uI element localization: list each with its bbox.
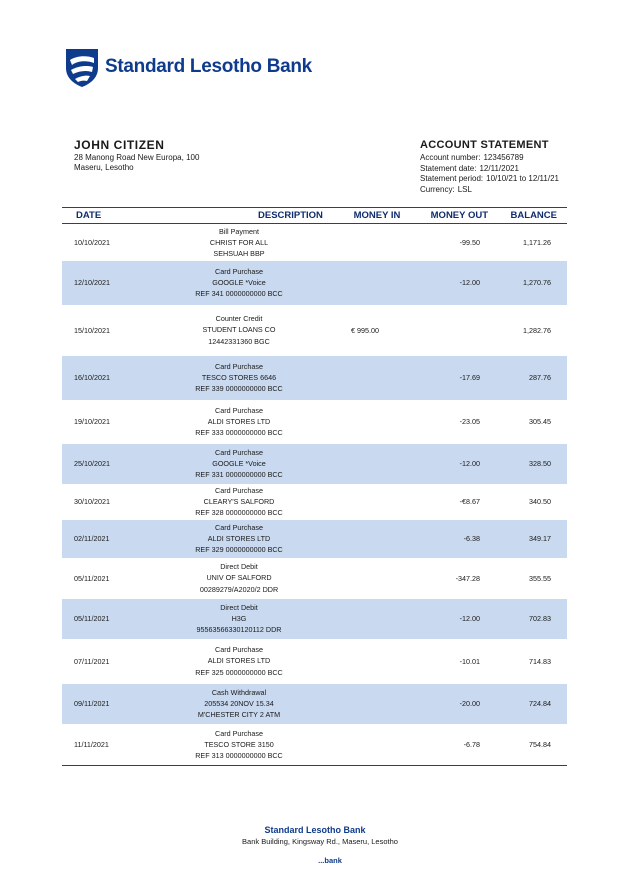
cell-balance: 349.17 (503, 520, 567, 558)
cell-money-in (349, 639, 405, 684)
cell-money-in (349, 520, 405, 558)
table-header-row (62, 208, 567, 224)
cell-balance: 287.76 (503, 356, 567, 400)
statement-date-label: Statement date: (420, 163, 477, 173)
header-date: DATE (62, 208, 129, 224)
table-row (62, 224, 567, 261)
header-money-out: MONEY OUT (405, 208, 503, 224)
desc-type: Counter Credit (215, 314, 263, 324)
header-money-in: MONEY IN (349, 208, 405, 224)
footer (0, 825, 630, 865)
cell-balance: 1,270.76 (503, 261, 567, 305)
cell-date: 16/10/2021 (62, 356, 129, 400)
table-row (62, 639, 567, 684)
desc-type: Card Purchase (215, 485, 263, 495)
desc-type: Card Purchase (215, 645, 263, 655)
account-block (420, 138, 559, 195)
cell-money-out: -6.78 (405, 724, 503, 766)
desc-payee: GOOGLE *Voice (212, 458, 266, 468)
cell-money-out: -23.05 (459, 417, 480, 426)
cell-money-out: -12.00 (405, 261, 503, 305)
cell-money-out: -6.38 (405, 520, 503, 558)
desc-type: Direct Debit (220, 562, 258, 572)
table-row (62, 261, 567, 305)
cell-money-out: -20.00 (405, 684, 503, 724)
cell-money-out: -12.00 (405, 444, 503, 484)
table-row (62, 444, 567, 484)
desc-reference: 12442331360 BGC (208, 336, 270, 346)
table-row (62, 684, 567, 724)
cell-description (129, 558, 349, 599)
footer-address: Bank Building, Kingsway Rd., Maseru, Lesotho (242, 837, 398, 846)
bank-shield-icon (64, 46, 100, 88)
cell-money-in (349, 484, 405, 520)
cell-date: 30/10/2021 (74, 497, 110, 506)
cell-date: 25/10/2021 (62, 444, 129, 484)
statement-title: ACCOUNT STATEMENT (420, 139, 549, 151)
cell-date: 10/10/2021 (74, 237, 110, 247)
header-balance: BALANCE (503, 208, 567, 224)
desc-type: Direct Debit (220, 602, 258, 612)
cell-description (129, 261, 349, 305)
cell-balance: 305.45 (529, 417, 551, 426)
cell-description (129, 484, 349, 520)
customer-address-line1: 28 Manong Road New Europa, 100 (74, 153, 200, 162)
table-row (62, 484, 567, 520)
table-row (62, 305, 567, 356)
desc-type: Card Purchase (215, 522, 263, 532)
statement-period-value: 10/10/21 to 12/11/21 (486, 174, 559, 183)
footer-bank-name: Standard Lesotho Bank (264, 825, 366, 835)
cell-description (129, 684, 349, 724)
statement-period-label: Statement period: (420, 174, 484, 183)
desc-reference: REF 333 0000000000 BCC (195, 428, 283, 438)
cell-balance: 724.84 (503, 684, 567, 724)
cell-balance: 328.50 (503, 444, 567, 484)
cell-date: 11/11/2021 (62, 724, 129, 766)
cell-balance: 340.50 (529, 497, 551, 506)
desc-payee: ALDI STORES LTD (207, 656, 271, 666)
account-number-label: Account number: (420, 153, 481, 162)
desc-reference: REF 325 0000000000 BCC (195, 667, 283, 677)
header-description: DESCRIPTION (129, 208, 349, 224)
cell-money-in (349, 224, 405, 261)
cell-date: 15/10/2021 (74, 325, 110, 335)
cell-money-in: € 995.00 (351, 325, 379, 335)
desc-type: Card Purchase (215, 266, 263, 276)
cell-money-in (349, 356, 405, 400)
cell-balance: 702.83 (503, 599, 567, 639)
cell-description (129, 520, 349, 558)
desc-type: Card Purchase (215, 728, 263, 738)
desc-reference: REF 341 0000000000 BCC (195, 289, 283, 299)
cell-balance: 355.55 (529, 573, 551, 583)
table-row (62, 558, 567, 599)
cell-description (129, 639, 349, 684)
desc-type: Card Purchase (215, 361, 263, 371)
cell-date: 07/11/2021 (74, 656, 110, 666)
desc-payee: TESCO STORES 6646 (201, 372, 277, 382)
desc-payee: 205534 20NOV 15.34 (204, 698, 274, 708)
cell-money-in (349, 684, 405, 724)
desc-payee: ALDI STORES LTD (207, 416, 271, 426)
cell-date: 05/11/2021 (62, 599, 129, 639)
statement-date-value: 12/11/2021 (479, 163, 519, 173)
customer-block (74, 138, 199, 173)
cell-description (129, 724, 349, 766)
cell-money-in (349, 724, 405, 766)
desc-payee: TESCO STORE 3150 (204, 739, 274, 749)
desc-type: Bill Payment (219, 226, 259, 236)
cell-money-out: -€8.67 (459, 497, 480, 506)
footer-line3: ...bank (318, 856, 342, 865)
cell-money-out (405, 305, 503, 356)
cell-description (129, 224, 349, 261)
table-row (62, 400, 567, 444)
cell-balance: 1,171.26 (523, 237, 551, 247)
desc-payee: GOOGLE *Voice (212, 277, 266, 287)
cell-money-in (349, 444, 405, 484)
desc-type: Cash Withdrawal (211, 687, 267, 697)
desc-reference: REF 313 0000000000 BCC (195, 750, 283, 760)
cell-description (129, 305, 349, 356)
cell-description (129, 400, 349, 444)
table-row (62, 356, 567, 400)
currency-label: Currency: (420, 184, 455, 194)
cell-date: 05/11/2021 (74, 573, 110, 583)
cell-description (129, 444, 349, 484)
desc-payee: UNIV OF SALFORD (206, 573, 272, 583)
desc-reference: SEHSUAH BBP (213, 248, 265, 258)
cell-money-in (349, 261, 405, 305)
desc-reference: REF 339 0000000000 BCC (195, 384, 283, 394)
desc-payee: H3G (231, 613, 247, 623)
customer-name: JOHN CITIZEN (74, 138, 165, 152)
bank-name: Standard Lesotho Bank (105, 56, 312, 77)
bank-logo (64, 46, 312, 88)
cell-money-in (349, 558, 405, 599)
cell-money-in (349, 599, 405, 639)
cell-money-out: -17.69 (405, 356, 503, 400)
desc-reference: REF 328 0000000000 BCC (195, 508, 283, 518)
cell-date: 02/11/2021 (62, 520, 129, 558)
cell-balance: 1,282.76 (523, 325, 551, 335)
currency-value: LSL (457, 184, 472, 194)
table-row (62, 724, 567, 766)
cell-description (129, 599, 349, 639)
desc-reference: REF 329 0000000000 BCC (195, 545, 283, 555)
cell-balance: 714.83 (529, 656, 551, 666)
cell-balance: 754.84 (503, 724, 567, 766)
desc-reference: REF 331 0000000000 BCC (195, 470, 283, 480)
cell-money-out: -99.50 (459, 237, 480, 247)
desc-payee: CHRIST FOR ALL (209, 237, 269, 247)
account-number-value: 123456789 (483, 153, 524, 162)
cell-date: 09/11/2021 (62, 684, 129, 724)
cell-money-out: -12.00 (405, 599, 503, 639)
desc-reference: M'CHESTER CITY 2 ATM (197, 710, 281, 720)
table-row (62, 520, 567, 558)
desc-payee: STUDENT LOANS CO (202, 325, 276, 335)
table-row (62, 599, 567, 639)
desc-type: Card Purchase (215, 447, 263, 457)
cell-money-out: -10.01 (459, 656, 480, 666)
desc-payee: ALDI STORES LTD (207, 533, 271, 543)
customer-address-line2: Maseru, Lesotho (74, 163, 134, 172)
cell-description (129, 356, 349, 400)
desc-type: Card Purchase (215, 405, 263, 415)
desc-reference: 00289279/A2020/2 DDR (199, 584, 279, 594)
transactions-table (62, 207, 567, 766)
desc-reference: 95563566330120112 DDR (196, 625, 282, 635)
desc-payee: CLEARY'S SALFORD (203, 496, 275, 506)
cell-money-out: -347.28 (455, 573, 480, 583)
cell-date: 19/10/2021 (74, 417, 110, 426)
cell-date: 12/10/2021 (62, 261, 129, 305)
cell-money-in (349, 400, 405, 444)
